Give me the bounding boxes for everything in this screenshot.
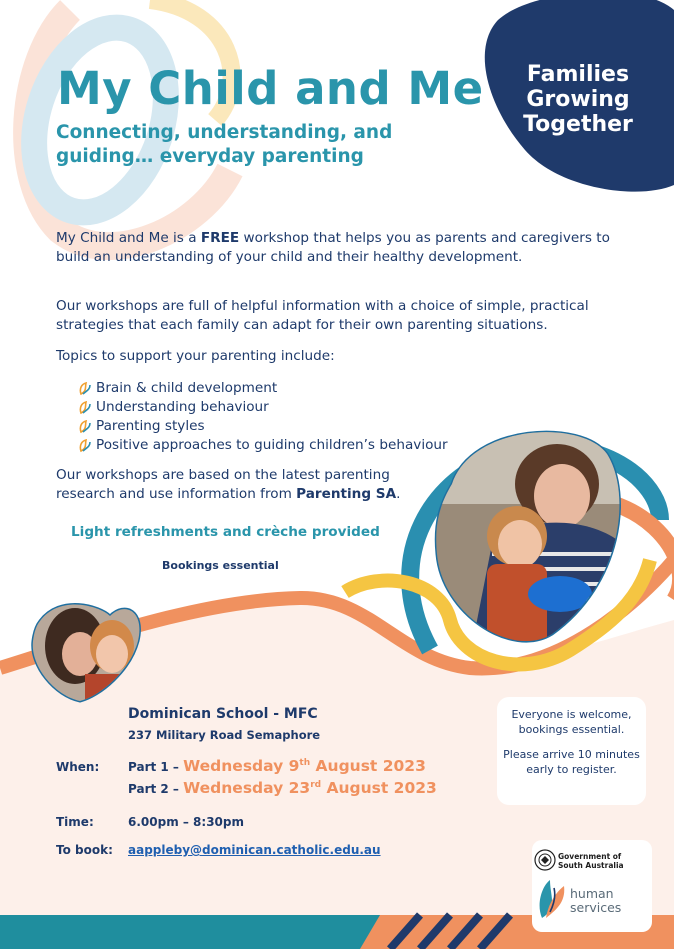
bookings-text: Bookings essential [162, 559, 279, 572]
leaf-bullet-icon [78, 439, 92, 453]
time-value: 6.00pm – 8:30pm [128, 815, 244, 829]
topics-list [78, 379, 448, 455]
part2-date: Part 2 – Wednesday 23rd August 2023 [128, 779, 437, 797]
venue-name: Dominican School - MFC [128, 706, 318, 722]
topic-item: Positive approaches to guiding children’s behaviour [78, 436, 448, 455]
parent-child-photo-small [30, 596, 142, 706]
page-title: My Child and Me [57, 62, 484, 115]
when-label: When: [56, 760, 100, 774]
badge-text: Families Growing Together [523, 62, 633, 137]
leaf-bullet-icon [78, 382, 92, 396]
workshops-paragraph: Our workshops are full of helpful information with a choice of simple, practical strategies that each family can adapt for their own parenting situations. [56, 298, 589, 333]
venue-address: 237 Military Road Semaphore [128, 728, 321, 742]
refreshments-text: Light refreshments and crèche provided [71, 524, 380, 540]
leaf-bullet-icon [78, 401, 92, 415]
human-services-text: human services [570, 886, 622, 915]
part1-date: Part 1 – Wednesday 9th August 2023 [128, 757, 426, 775]
human-services-logo-icon [536, 878, 568, 920]
parent-child-photo-large [432, 424, 632, 646]
leaf-bullet-icon [78, 420, 92, 434]
topic-item: Brain & child development [78, 379, 448, 398]
welcome-text: Everyone is welcome, bookings essential. [511, 708, 632, 736]
topic-item: Understanding behaviour [78, 398, 448, 417]
gov-sa-text: Government of South Australia [558, 852, 624, 870]
page-subtitle: Connecting, understanding, and guiding… everyday parenting [56, 122, 393, 167]
welcome-notice-box [497, 697, 646, 805]
arrive-early-text: Please arrive 10 minutes early to register. [503, 748, 640, 776]
topic-item: Parenting styles [78, 417, 448, 436]
intro-paragraph: My Child and Me is a FREE workshop that helps you as parents and caregivers to build an understanding of your child and their healthy development. [56, 230, 610, 265]
booking-email-link[interactable]: aappleby@dominican.catholic.edu.au [128, 843, 381, 857]
book-label: To book: [56, 843, 113, 857]
sa-crest-icon [534, 849, 556, 871]
topics-intro: Topics to support your parenting include: [56, 348, 335, 364]
time-label: Time: [56, 815, 94, 829]
research-paragraph: Our workshops are based on the latest parenting research and use information from Parenting SA. [56, 467, 401, 502]
